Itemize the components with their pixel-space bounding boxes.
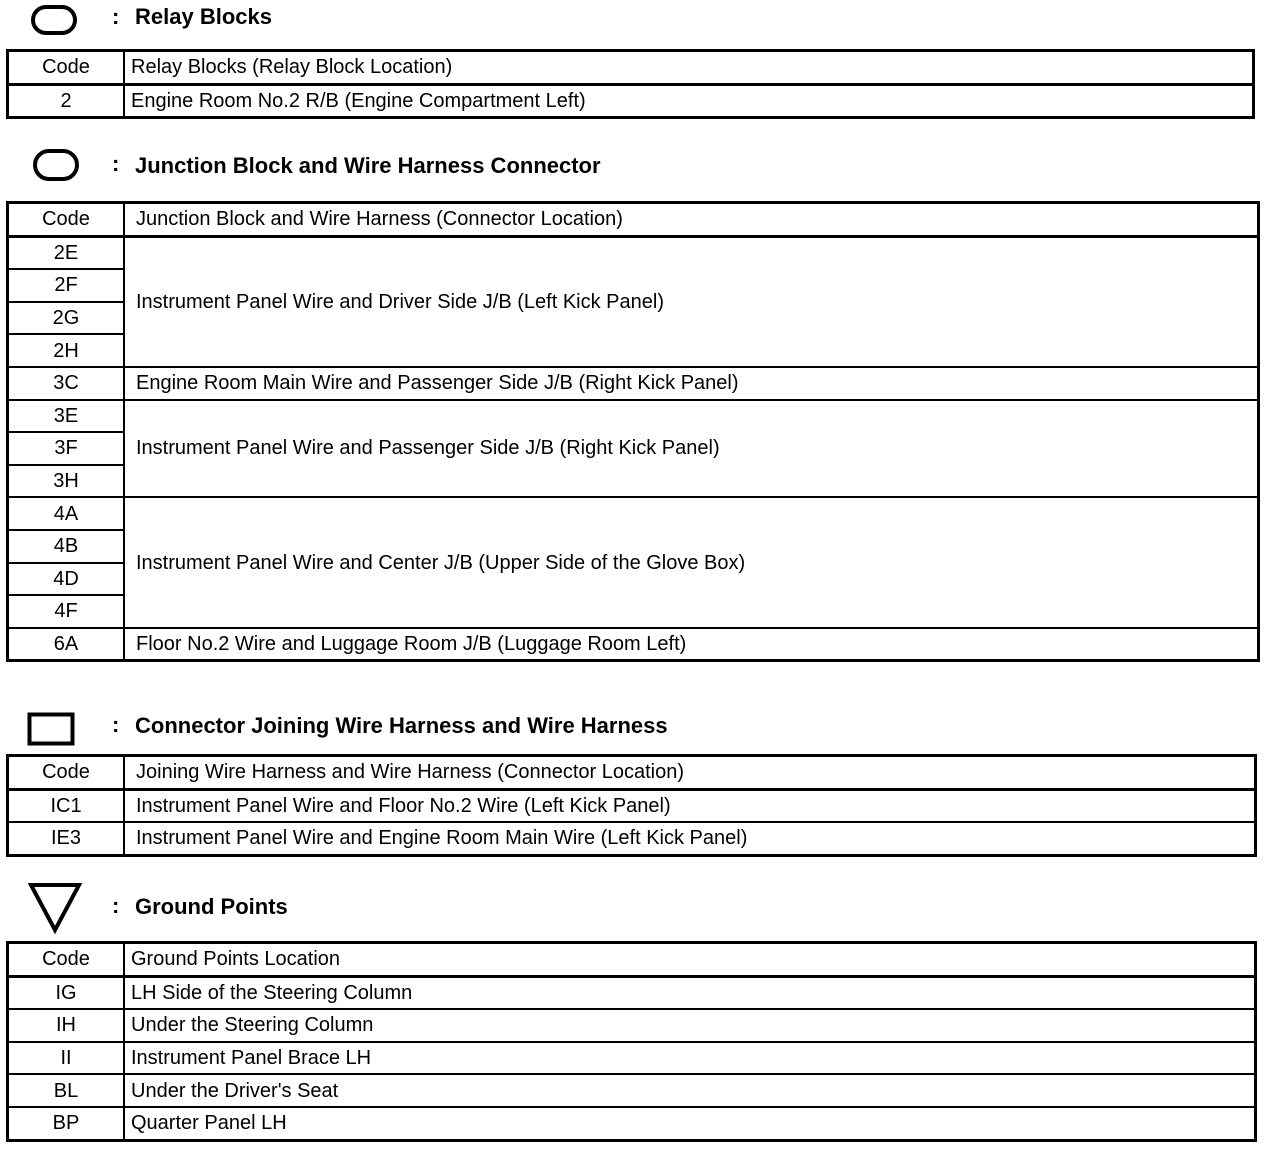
code-cell: 4B: [8, 530, 125, 563]
table-row: [8, 400, 1259, 433]
junction-block-heading: [0, 148, 1280, 188]
location-cell: Under the Steering Column: [124, 1009, 1256, 1042]
code-cell: 4D: [8, 563, 125, 596]
location-cell: Instrument Panel Wire and Passenger Side J/B (Right Kick Panel): [124, 400, 1259, 498]
location-column-header: Junction Block and Wire Harness (Connector Location): [124, 203, 1259, 237]
triangle-down-icon: [28, 882, 82, 934]
connector-joining-table: [6, 754, 1257, 857]
code-cell: IE3: [8, 822, 125, 855]
code-cell: 3H: [8, 465, 125, 498]
table-row: [8, 1107, 1256, 1140]
rounded-oval-icon: [32, 148, 80, 182]
code-cell: IC1: [8, 789, 125, 822]
table-row: [8, 236, 1259, 269]
code-cell: 4F: [8, 595, 125, 628]
location-cell: Quarter Panel LH: [124, 1107, 1256, 1140]
code-cell: II: [8, 1042, 125, 1075]
location-cell: Under the Driver's Seat: [124, 1074, 1256, 1107]
table-row: [8, 84, 1254, 118]
code-cell: 3C: [8, 367, 125, 400]
table-row: [8, 628, 1259, 661]
location-column-header: Ground Points Location: [124, 943, 1256, 977]
code-column-header: Code: [8, 203, 125, 237]
code-column-header: Code: [8, 51, 125, 85]
section-title: Junction Block and Wire Harness Connector: [135, 153, 601, 178]
table-row: [8, 367, 1259, 400]
section-title: Ground Points: [135, 894, 288, 919]
heading-colon: :: [112, 893, 120, 918]
location-cell: Instrument Panel Wire and Floor No.2 Wire (Left Kick Panel): [124, 789, 1256, 822]
location-cell: Instrument Panel Brace LH: [124, 1042, 1256, 1075]
table-header-row: [8, 943, 1256, 977]
location-column-header: Relay Blocks (Relay Block Location): [124, 51, 1254, 85]
section-title: Relay Blocks: [135, 4, 272, 29]
connector-joining-heading: [0, 708, 1280, 748]
table-header-row: [8, 51, 1254, 85]
code-cell: IG: [8, 976, 125, 1009]
location-cell: Engine Room Main Wire and Passenger Side J/B (Right Kick Panel): [124, 367, 1259, 400]
code-cell: 2H: [8, 334, 125, 367]
location-cell: Engine Room No.2 R/B (Engine Compartment Left): [124, 84, 1254, 118]
code-cell: BP: [8, 1107, 125, 1140]
heading-colon: :: [112, 151, 120, 176]
table-row: [8, 976, 1256, 1009]
location-cell: LH Side of the Steering Column: [124, 976, 1256, 1009]
code-cell: 2E: [8, 236, 125, 269]
code-cell: 2F: [8, 269, 125, 302]
code-cell: IH: [8, 1009, 125, 1042]
ground-points-table: [6, 941, 1257, 1142]
table-row: [8, 1042, 1256, 1075]
code-cell: BL: [8, 1074, 125, 1107]
relay-blocks-table: [6, 49, 1255, 119]
section-title: Connector Joining Wire Harness and Wire Harness: [135, 713, 668, 738]
code-column-header: Code: [8, 756, 125, 790]
location-column-header: Joining Wire Harness and Wire Harness (Connector Location): [124, 756, 1256, 790]
code-cell: 3F: [8, 432, 125, 465]
location-cell: Instrument Panel Wire and Driver Side J/B (Left Kick Panel): [124, 236, 1259, 367]
location-cell: Floor No.2 Wire and Luggage Room J/B (Luggage Room Left): [124, 628, 1259, 661]
rounded-oval-icon: [30, 4, 78, 36]
table-row: [8, 1074, 1256, 1107]
relay-blocks-heading: [0, 0, 1280, 40]
code-column-header: Code: [8, 943, 125, 977]
code-cell: 2G: [8, 302, 125, 335]
rectangle-icon: [27, 712, 75, 746]
code-cell: 2: [8, 84, 125, 118]
heading-colon: :: [112, 712, 120, 737]
heading-colon: :: [112, 4, 120, 29]
location-cell: Instrument Panel Wire and Center J/B (Upper Side of the Glove Box): [124, 497, 1259, 627]
code-cell: 4A: [8, 497, 125, 530]
table-row: [8, 822, 1256, 855]
table-header-row: [8, 756, 1256, 790]
junction-block-table: [6, 201, 1260, 662]
ground-points-heading: [0, 880, 1280, 920]
table-row: [8, 497, 1259, 530]
table-row: [8, 789, 1256, 822]
location-cell: Instrument Panel Wire and Engine Room Main Wire (Left Kick Panel): [124, 822, 1256, 855]
table-header-row: [8, 203, 1259, 237]
code-cell: 6A: [8, 628, 125, 661]
table-row: [8, 1009, 1256, 1042]
code-cell: 3E: [8, 400, 125, 433]
